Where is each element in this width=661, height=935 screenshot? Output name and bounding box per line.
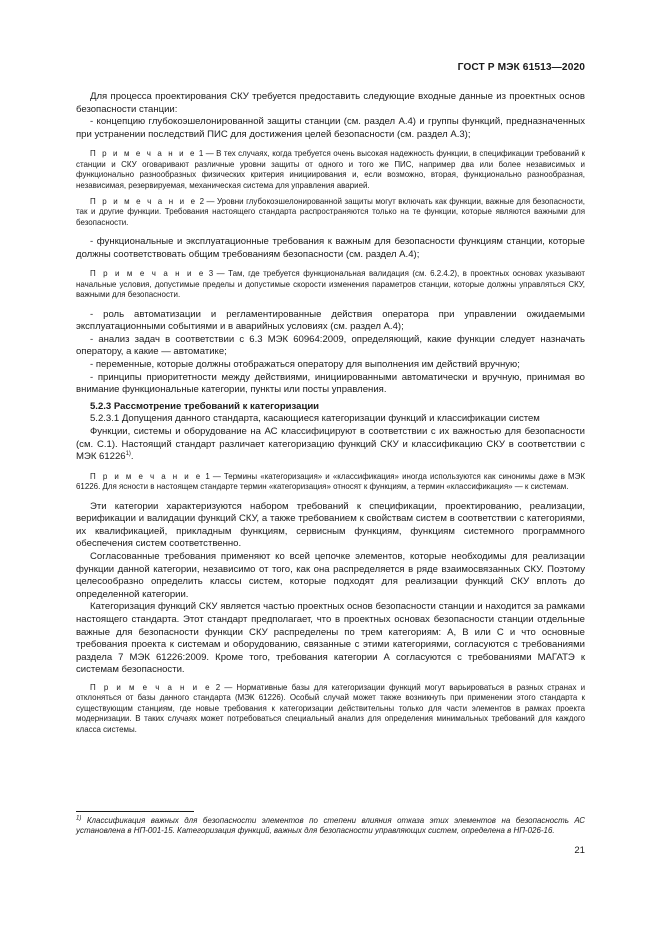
note: [76, 472, 585, 493]
footnote-ref: 1): [125, 450, 131, 457]
note: [76, 269, 585, 300]
note-text: 2 — Нормативные базы для категоризации функций могут варьироваться в разных странах и отклоняться от базы данного стандарта (МЭК 61226). Особый случай может также возникнуть при применении этого стандарта к существующим станциям, где новые требования к категоризации действительны только для части элементов в рамках проекта модернизации. В таких случаях может потребоваться специальный анализ для определения минимальных требований для каждого класса системы.: [76, 682, 586, 734]
note-text: 1 — Термины «категоризация» и «классификация» иногда используются как синонимы даже в МЭК 61226. Для ясности в настоящем стандарте термин «категоризация» относят к функциям, а термин «классификация» — к системам.: [76, 471, 586, 492]
section-heading: 5.2.3 Рассмотрение требований к категоризации: [90, 400, 320, 412]
note-label: П р и м е ч а н и е: [90, 149, 197, 159]
note: [76, 683, 585, 735]
list-item: - переменные, которые должны отображаться оператору для выполнения им действий вручную;: [90, 359, 520, 370]
note-label: П р и м е ч а н и е: [90, 197, 198, 206]
paragraph-text: Функции, системы и оборудование на АС классифицируют в соответствии с их важностью для безопасности (см. С.1). Настоящий стандарт различает категоризацию функций СКУ и классификацию СКУ в соответствии с МЭК 61226: [76, 425, 585, 463]
list-item: - анализ задач в соответствии с 6.3 МЭК 60964:2009, определяющий, какие функции следует назначать оператору, а какие — автоматике;: [76, 333, 585, 358]
standard-header: ГОСТ Р МЭК 61513—2020: [457, 62, 585, 73]
note-text: 3 — Там, где требуется функциональная валидация (см. 6.2.4.2), в проектных основах указывают начальные условия, допустимые пределы и допустимые скорости изменения параметров станции, которые должны управляться СКУ, важными для безопасности.: [76, 269, 585, 300]
document-page: [76, 0, 585, 935]
paragraph: [76, 426, 585, 464]
list-item: - функциональные и эксплуатационные требования к важным для безопасности функциям станции, которые должны соответствовать общим требованиям безопасности (см. раздел А.4);: [76, 236, 585, 260]
footnote-text: Классификация важных для безопасности элементов по степени влияния отказа этих элементов на безопасность АС установлена в НП-001-15. Категоризация функций, важных для безопасности управляющих систем, определена в НП-026-16.: [76, 816, 585, 836]
body-text: [76, 91, 585, 735]
footnote-marker: 1): [76, 815, 82, 822]
paragraph: Эти категории характеризуются набором требований к спецификации, проектированию, реализации, верификации и валидации функций СКУ, а также требованием к свойствам систем в соответствии с категориями, их квалификацией, прикладным функциям, сервисным функциям, функциям системного программного обеспечения систем соответственно.: [76, 500, 585, 550]
paragraph: Категоризация функций СКУ является частью проектных основ безопасности станции и находится за рамками настоящего стандарта. Этот стандарт предполагает, что в проектных основах безопасности станции отдельные важные для безопасности функции СКУ распределены по трем категориям: А, В или С и что основные требования проекта к системам и оборудованию, связанные с этими категориями, согласуются с требованиями раздела 7 МЭК 61226:2009. Кроме того, требования категории А согласуются с требованиями МАГАТЭ к системам безопасности.: [76, 601, 585, 676]
note-text: 1 — В тех случаях, когда требуется очень высокая надежность функции, в спецификации требований к станции и СКУ оговаривают различные уровни защиты от одного и того же ПИС, например два или более независимых и функционально разнообразных физических критерия инициирования и, если возможно, вторая, функционально разнообразная, независимая, резервируемая, механическая система для управления аварией.: [76, 149, 585, 190]
note-label: П р и м е ч а н и е: [90, 269, 206, 279]
footnote-divider: [76, 811, 194, 812]
list-item: - принципы приоритетности между действиями, инициированными автоматически и вручную, принимая во внимание функциональные категории, пункты или посты управления.: [76, 371, 585, 396]
list-item: - роль автоматизации и регламентированные действия оператора при управлении ожидаемыми эксплуатационными событиями и в аварийных условиях (см. раздел А.4);: [76, 308, 585, 333]
note-label: П р и м е ч а н и е: [90, 682, 212, 692]
paragraph: Согласованные требования применяют ко всей цепочке элементов, которые необходимы для реализации функции данной категории, независимо от того, как она распределяется в ряде взаимосвязанных СКУ. Поэтому целесообразно определить классы систем, которые подходят для реализации функций СКУ вплоть до определенной категории.: [76, 550, 585, 600]
paragraph: Для процесса проектирования СКУ требуется предоставить следующие входные данные из проектных основ безопасности станции:: [76, 91, 585, 115]
paragraph: 5.2.3.1 Допущения данного стандарта, касающиеся категоризации функций и классификации систем: [90, 413, 540, 425]
note: [76, 149, 585, 191]
page-number: 21: [574, 845, 585, 856]
list-item: - концепцию глубокоэшелонированной защиты станции (см. раздел А.4) и группы функций, предназначенных при устранении последствий ПИС для достижения целей безопасности (см. раздел А.3);: [76, 116, 585, 140]
footnote: [76, 816, 585, 837]
note-text: 2 — Уровни глубокоэшелонированной защиты могут включать как функции, важные для безопасности, так и другие функции. Требования настоящего стандарта распространяются только на те функции, которые являются важными для безопасности.: [76, 197, 585, 227]
note-label: П р и м е ч а н и е: [90, 471, 203, 481]
paragraph-end: .: [130, 451, 134, 463]
note: [76, 197, 585, 228]
